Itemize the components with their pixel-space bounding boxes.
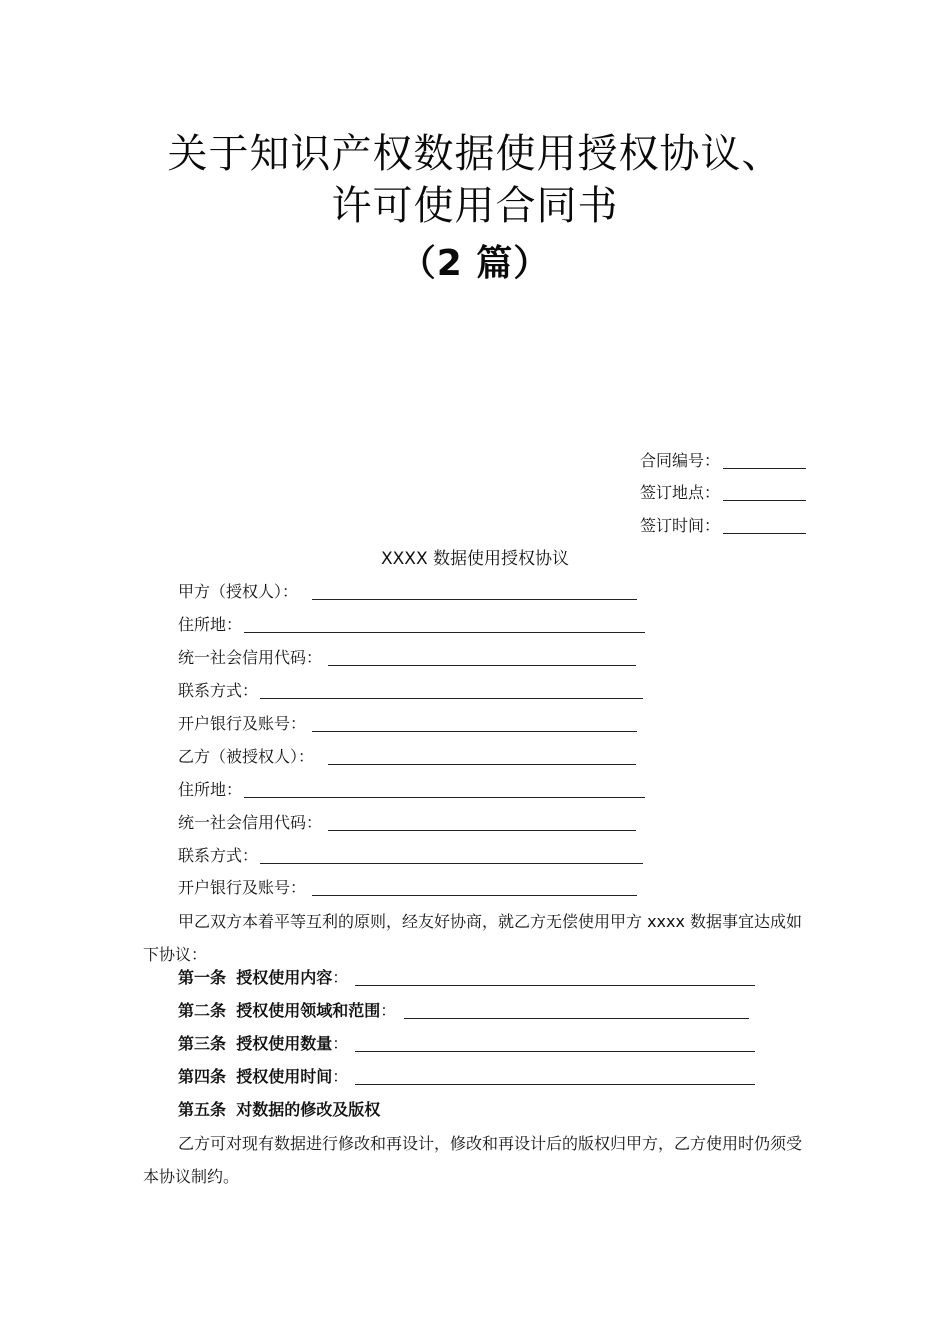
intro-text: 甲乙双方本着平等互利的原则，经友好协商，就乙方无偿使用甲方 xxxx 数据事宜达成如下协议： bbox=[143, 912, 803, 964]
party-b-credit-code-line bbox=[328, 830, 636, 831]
article-2-title: 授权使用领域和范围 bbox=[236, 1001, 381, 1020]
article-4-suffix: ： bbox=[332, 1067, 349, 1086]
article-1-number: 第一条 bbox=[178, 968, 227, 987]
document-title-line-2: 许可使用合同书 bbox=[331, 183, 619, 229]
party-b-contact-line bbox=[260, 863, 643, 864]
party-b-address-label: 住所地： bbox=[178, 780, 243, 799]
article-5-title: 对数据的修改及版权 bbox=[236, 1100, 381, 1119]
article-3-title: 授权使用数量 bbox=[236, 1034, 333, 1053]
sign-time-line bbox=[723, 533, 806, 534]
article-5-body bbox=[143, 1127, 811, 1193]
party-a-credit-code-line bbox=[328, 665, 636, 666]
article-4-number: 第四条 bbox=[178, 1067, 227, 1086]
sign-place-line bbox=[723, 500, 806, 501]
article-2-suffix: ： bbox=[380, 1001, 397, 1020]
article-4 bbox=[178, 1066, 348, 1088]
article-1-title: 授权使用内容 bbox=[236, 968, 333, 987]
article-5-body-text: 乙方可对现有数据进行修改和再设计，修改和再设计后的版权归甲方，乙方使用时仍须受本协议制约。 bbox=[143, 1134, 803, 1186]
article-4-line bbox=[355, 1084, 755, 1085]
article-1 bbox=[178, 967, 348, 989]
party-a-address-label: 住所地： bbox=[178, 615, 243, 634]
article-3-number: 第三条 bbox=[178, 1034, 227, 1053]
party-b-bank-label: 开户银行及账号： bbox=[178, 878, 307, 897]
party-a-contact-line bbox=[260, 698, 643, 699]
party-b-bank-line bbox=[312, 895, 637, 896]
party-a-label: 甲方（授权人）： bbox=[178, 582, 299, 601]
article-5-number: 第五条 bbox=[178, 1100, 227, 1119]
sign-place-label: 签订地点： bbox=[640, 483, 721, 502]
party-b-credit-code-label: 统一社会信用代码： bbox=[178, 813, 323, 832]
sign-time-label: 签订时间： bbox=[640, 516, 721, 535]
document-title-count: （2 篇） bbox=[399, 243, 551, 284]
article-2-line bbox=[404, 1018, 749, 1019]
party-a-bank-line bbox=[312, 731, 637, 732]
article-3 bbox=[178, 1033, 348, 1055]
party-a-contact-label: 联系方式： bbox=[178, 681, 259, 700]
intro-paragraph bbox=[143, 905, 811, 971]
contract-number-line bbox=[723, 468, 806, 469]
party-a-bank-label: 开户银行及账号： bbox=[178, 714, 307, 733]
article-2-number: 第二条 bbox=[178, 1001, 227, 1020]
party-a-address-line bbox=[244, 632, 645, 633]
article-1-line bbox=[355, 985, 755, 986]
party-b-label: 乙方（被授权人）： bbox=[178, 747, 315, 766]
article-4-title: 授权使用时间 bbox=[236, 1067, 333, 1086]
article-1-suffix: ： bbox=[332, 968, 349, 987]
article-3-suffix: ： bbox=[332, 1034, 349, 1053]
party-a-line bbox=[312, 599, 637, 600]
party-b-line bbox=[328, 764, 636, 765]
agreement-title: XXXX 数据使用授权协议 bbox=[381, 549, 569, 569]
article-2 bbox=[178, 1000, 396, 1022]
article-5 bbox=[178, 1099, 380, 1121]
contract-number-label: 合同编号： bbox=[640, 451, 721, 470]
document-title-line-1: 关于知识产权数据使用授权协议、 bbox=[167, 131, 783, 177]
party-a-credit-code-label: 统一社会信用代码： bbox=[178, 648, 323, 667]
party-b-contact-label: 联系方式： bbox=[178, 846, 259, 865]
article-3-line bbox=[355, 1051, 755, 1052]
party-b-address-line bbox=[244, 797, 645, 798]
